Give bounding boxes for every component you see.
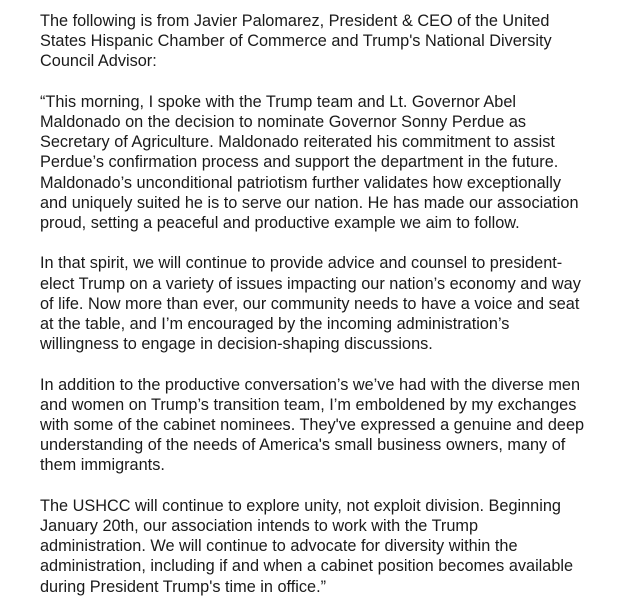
text-line: understanding of the needs of America's small business owners, many of	[40, 436, 566, 455]
text-line: with some of the cabinet nominees. They've expressed a genuine and deep	[40, 416, 585, 435]
text-line: and uniquely suited he is to serve our nation. He has made our association	[40, 193, 579, 212]
text-line: “This morning, I spoke with the Trump team and Lt. Governor Abel	[40, 92, 516, 111]
text-line: at the table, and I’m encouraged by the incoming administration’s	[40, 315, 510, 334]
text-line: Council Advisor:	[40, 52, 157, 71]
paragraph-spirit	[40, 253, 630, 354]
text-line: In that spirit, we will continue to provide advice and counsel to president-	[40, 254, 563, 273]
text-line: administration. We will continue to advocate for diversity within the	[40, 537, 518, 556]
paragraph-ushcc-unity	[40, 496, 630, 597]
text-line: January 20th, our association intends to work with the Trump	[40, 517, 479, 536]
paragraph-transition-team	[40, 375, 630, 476]
text-line: during President Trump's time in office.”	[40, 577, 327, 596]
press-statement	[40, 11, 630, 597]
paragraph-attribution	[40, 11, 630, 72]
text-line: In addition to the productive conversation’s we’ve had with the diverse men	[40, 375, 581, 394]
text-line: States Hispanic Chamber of Commerce and Trump's National Diversity	[40, 32, 552, 51]
text-line: The following is from Javier Palomarez, President & CEO of the United	[40, 12, 550, 30]
text-line: Maldonado on the decision to nominate Governor Sonny Perdue as	[40, 113, 527, 131]
text-line: The USHCC will continue to explore unity, not exploit division. Beginning	[40, 496, 561, 515]
text-line: willingness to engage in decision-shaping discussions.	[40, 335, 433, 354]
paragraph-quote-opening	[40, 92, 630, 233]
text-line: them immigrants.	[40, 456, 165, 475]
text-line: Secretary of Agriculture. Maldonado reiterated his commitment to assist	[40, 133, 555, 152]
text-line: and women on Trump’s transition team, I’m emboldened by my exchanges	[40, 395, 577, 414]
text-line: administration, including if and when a cabinet position becomes available	[40, 557, 574, 576]
text-line: of life. Now more than ever, our community needs to have a voice and seat	[40, 294, 580, 313]
text-line: Maldonado’s unconditional patriotism further validates how exceptionally	[40, 173, 561, 192]
text-line: proud, setting a peaceful and productive example we aim to follow.	[40, 214, 520, 233]
text-line: Perdue’s confirmation process and support the department in the future.	[40, 153, 559, 172]
text-line: elect Trump on a variety of issues impacting our nation’s economy and way	[40, 274, 581, 293]
